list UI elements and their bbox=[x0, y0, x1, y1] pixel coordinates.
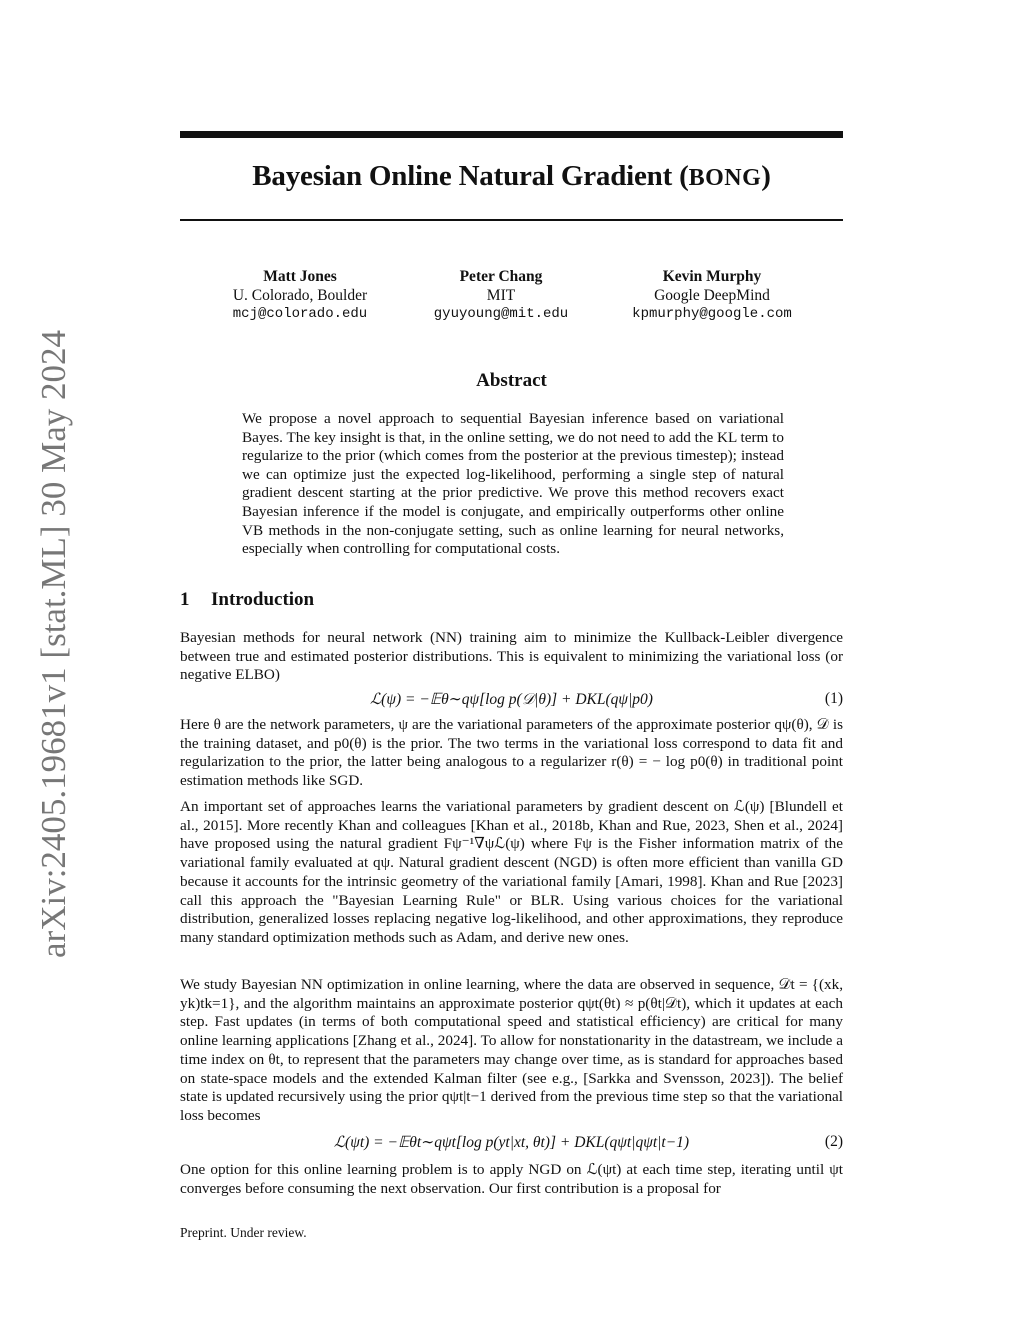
arxiv-stamp: arXiv:2405.19681v1 [stat.ML] 30 May 2024 bbox=[34, 330, 73, 958]
paragraph-2: Here θ are the network parameters, ψ are the variational parameters of the approximate posterior qψ(θ), 𝒟 is the training dataset, and p0(θ) is the prior. The two terms in the variational loss correspond to data fit and regularization to the prior, the latter being analogous to a regularizer r(θ) = − log p0(θ) in traditional point estimation methods like SGD. bbox=[180, 716, 843, 790]
author-name: Matt Jones bbox=[263, 268, 337, 285]
author-name: Peter Chang bbox=[459, 268, 543, 285]
paragraph-5: One option for this online learning problem is to apply NGD on ℒ(ψt) at each time step, iterating until ψt converges before consuming the next observation. Our first contribution is a proposal for bbox=[180, 1161, 843, 1197]
paragraph-4: We study Bayesian NN optimization in online learning, where the data are observed in sequence, 𝒟t = {(xk, yk)tk=1}, and the algorithm maintains an approximate posterior qψt(θt) ≈ p(θt|𝒟t), which it updates at each step. Fast updates (in terms of both computational speed and statistical efficiency) are critical for many online learning applications [Zhang et al., 2024]. To allow for nonstationarity in the datastream, we include a time index on θt, to represent that the parameters may change over time, as is standard for approaches based on state-space models and the extended Kalman filter (see e.g., [Sarkka and Svensson, 2023]). The belief state is updated recursively using the prior qψt|t−1 derived from the previous time step so that the variational loss becomes bbox=[180, 976, 843, 1124]
equation-2-math: ℒ(ψt) = −𝔼θt∼qψt[log p(yt|xt, θt)] + DKL(qψt|qψt|t−1) bbox=[333, 1134, 690, 1151]
author-email: kpmurphy@google.com bbox=[632, 306, 792, 322]
title-acronym: BONG bbox=[688, 165, 762, 191]
paragraph-3: An important set of approaches learns the variational parameters by gradient descent on ℒ(ψ) [Blundell et al., 2015]. More recently Khan and colleagues [Khan et al., 2018b, Khan and Rue, 2023, Shen et al., 2024] have proposed using the natural gradient Fψ⁻¹∇ψℒ(ψ) where Fψ is the Fisher information matrix of the variational family evaluated at qψ. Natural gradient descent (NGD) is often more efficient than vanilla GD because it accounts for the intrinsic geometry of the variational family [Amari, 1998]. Khan and Rue [2023] call this approach the "Bayesian Learning Rule" or BLR. Using various choices for the variational distribution, generalized losses replacing negative log-likelihood, and other approximations, they reproduce many standard optimization methods such as Adam, and derive new ones. bbox=[180, 798, 843, 946]
equation-1-number: (1) bbox=[824, 690, 843, 707]
equation-2-number: (2) bbox=[824, 1133, 843, 1150]
equation-1-math: ℒ(ψ) = −𝔼θ∼qψ[log p(𝒟|θ)] + DKL(qψ|p0) bbox=[370, 691, 653, 708]
author-3 bbox=[602, 267, 822, 324]
author-email: gyuyoung@mit.edu bbox=[433, 306, 569, 322]
footer-note: Preprint. Under review. bbox=[180, 1225, 307, 1240]
equation-1 bbox=[180, 690, 843, 710]
author-affiliation: Google DeepMind bbox=[654, 287, 770, 304]
equation-2 bbox=[180, 1133, 843, 1153]
author-2 bbox=[391, 267, 611, 324]
paragraph-1: Bayesian methods for neural network (NN) training aim to minimize the Kullback-Leibler divergence between true and estimated posterior distributions. This is equivalent to minimizing the variational loss (or negative ELBO) bbox=[180, 629, 843, 684]
title-rule-top bbox=[180, 131, 843, 138]
abstract-text: We propose a novel approach to sequential Bayesian inference based on variational Bayes. The key insight is that, in the online setting, we do not need to add the KL term to regularize to the prior (which comes from the posterior at the previous timestep); instead we can optimize just the expected log-likelihood, performing a single step of natural gradient descent starting at the prior predictive. We prove this method recovers exact Bayesian inference if the model is conjugate, and empirically outperforms other online VB methods in the non-conjugate setting, such as online learning for neural networks, especially when controlling for computational costs. bbox=[242, 410, 784, 558]
section-title: Introduction bbox=[211, 589, 315, 610]
author-1 bbox=[190, 267, 410, 324]
author-name: Kevin Murphy bbox=[662, 268, 762, 285]
title-rule-bottom bbox=[180, 219, 843, 221]
section-number: 1 bbox=[180, 589, 190, 610]
author-email: mcj@colorado.edu bbox=[232, 306, 368, 322]
paper-title: Bayesian Online Natural Gradient (BONG) bbox=[252, 160, 771, 192]
abstract-heading: Abstract bbox=[476, 370, 547, 391]
author-affiliation: U. Colorado, Boulder bbox=[232, 287, 368, 304]
author-affiliation: MIT bbox=[486, 287, 516, 304]
section-heading bbox=[180, 589, 314, 611]
